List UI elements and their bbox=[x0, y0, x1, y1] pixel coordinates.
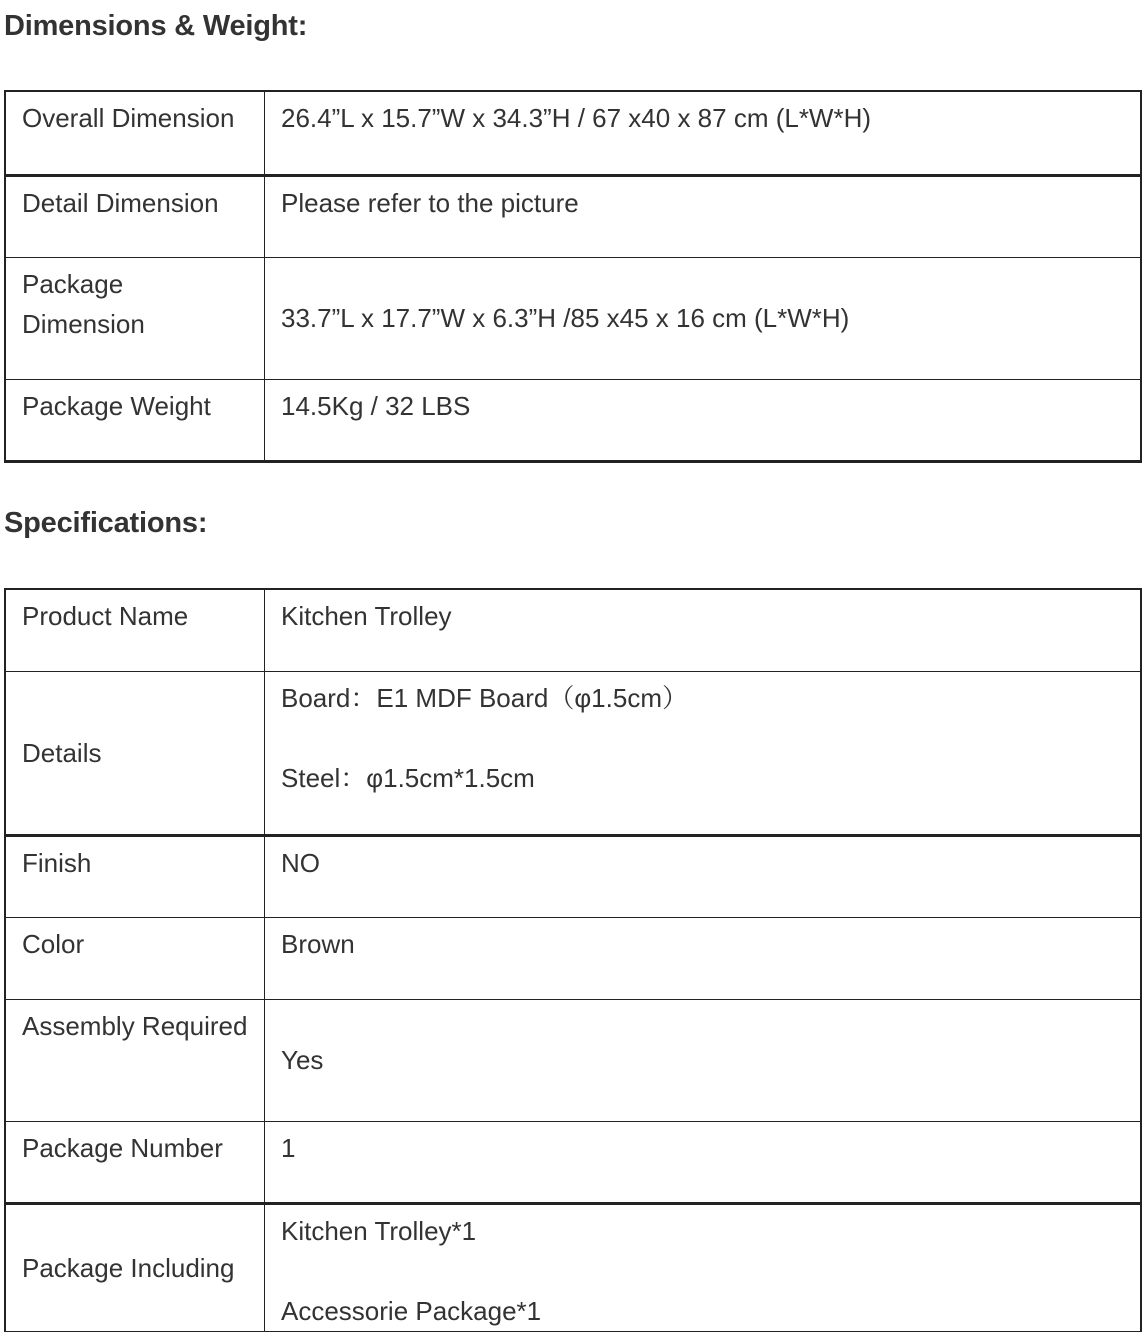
table-row bbox=[5, 91, 1141, 175]
row-label: Overall Dimension bbox=[5, 91, 265, 175]
table-row bbox=[5, 257, 1141, 379]
table-row bbox=[5, 379, 1141, 461]
row-value: 1 bbox=[265, 1121, 1142, 1203]
value-line: Steel：φ1.5cm*1.5cm bbox=[281, 762, 535, 793]
row-value bbox=[265, 1203, 1142, 1331]
table-row bbox=[5, 671, 1141, 835]
row-label: Package Dimension bbox=[5, 257, 265, 379]
row-label: Product Name bbox=[5, 589, 265, 671]
row-value bbox=[265, 671, 1142, 835]
table-row bbox=[5, 1121, 1141, 1203]
row-value: Yes bbox=[265, 999, 1142, 1121]
row-label: Color bbox=[5, 917, 265, 999]
row-value: Kitchen Trolley bbox=[265, 589, 1142, 671]
value-line: Board：E1 MDF Board（φ1.5cm） bbox=[281, 682, 688, 713]
row-label: Package Weight bbox=[5, 379, 265, 461]
value-line: Accessorie Package*1 bbox=[281, 1295, 542, 1326]
row-label: Assembly Required bbox=[5, 999, 265, 1121]
row-label: Detail Dimension bbox=[5, 175, 265, 257]
row-value: 33.7”L x 17.7”W x 6.3”H /85 x45 x 16 cm (L*W*H) bbox=[265, 257, 1142, 379]
dimensions-table bbox=[4, 90, 1142, 463]
specifications-heading: Specifications: bbox=[4, 507, 208, 539]
table-row bbox=[5, 999, 1141, 1121]
table-row bbox=[5, 917, 1141, 999]
row-value: 26.4”L x 15.7”W x 34.3”H / 67 x40 x 87 cm (L*W*H) bbox=[265, 91, 1142, 175]
specifications-table bbox=[4, 588, 1142, 1332]
table-row bbox=[5, 589, 1141, 671]
value-line: Kitchen Trolley*1 bbox=[281, 1215, 477, 1246]
row-value: Please refer to the picture bbox=[265, 175, 1142, 257]
table-row bbox=[5, 835, 1141, 917]
row-label: Package Including bbox=[5, 1203, 265, 1331]
row-value: Brown bbox=[265, 917, 1142, 999]
table-row bbox=[5, 1203, 1141, 1331]
dimensions-heading: Dimensions & Weight: bbox=[4, 10, 308, 42]
row-value: NO bbox=[265, 835, 1142, 917]
row-label: Details bbox=[5, 671, 265, 835]
row-label: Finish bbox=[5, 835, 265, 917]
table-row bbox=[5, 175, 1141, 257]
row-value: 14.5Kg / 32 LBS bbox=[265, 379, 1142, 461]
row-label: Package Number bbox=[5, 1121, 265, 1203]
